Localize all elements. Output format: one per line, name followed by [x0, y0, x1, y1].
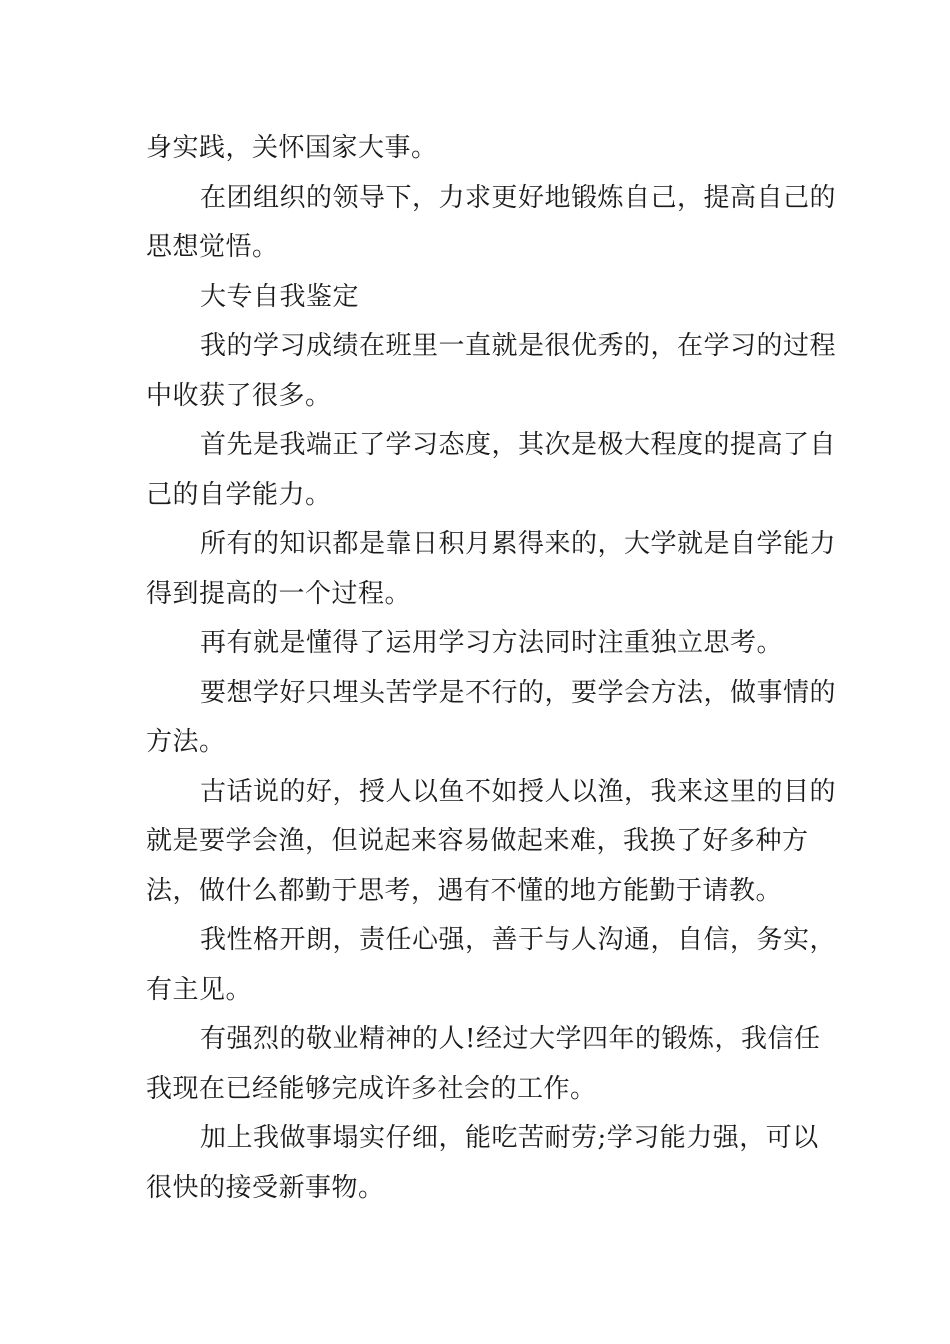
paragraph: 我性格开朗，责任心强，善于与人沟通，自信，务实，有主见。 [146, 925, 837, 1005]
paragraph: 在团组织的领导下，力求更好地锻炼自己，提高自己的思想觉悟。 [146, 182, 837, 262]
paragraph: 所有的知识都是靠日积月累得来的，大学就是自学能力得到提高的一个过程。 [146, 529, 837, 609]
paragraph: 我的学习成绩在班里一直就是很优秀的，在学习的过程中收获了很多。 [146, 331, 837, 411]
paragraph: 要想学好只埋头苦学是不行的，要学会方法，做事情的方法。 [146, 677, 837, 757]
document-body [146, 124, 836, 1213]
paragraph: 再有就是懂得了运用学习方法同时注重独立思考。 [200, 628, 784, 658]
section-heading: 大专自我鉴定 [200, 281, 360, 312]
paragraph: 加上我做事塌实仔细，能吃苦耐劳;学习能力强，可以很快的接受新事物。 [146, 1123, 819, 1203]
paragraph: 首先是我端正了学习态度，其次是极大程度的提高了自己的自学能力。 [146, 430, 837, 510]
paragraph: 有强烈的敬业精神的人!经过大学四年的锻炼，我信任我现在已经能够完成许多社会的工作。 [146, 1024, 821, 1104]
paragraph-continuation: 身实践，关怀国家大事。 [146, 133, 438, 163]
paragraph: 古话说的好，授人以鱼不如授人以渔，我来这里的目的就是要学会渔，但说起来容易做起来难，我换了好多种方法，做什么都勤于思考，遇有不懂的地方能勤于请教。 [146, 776, 837, 906]
